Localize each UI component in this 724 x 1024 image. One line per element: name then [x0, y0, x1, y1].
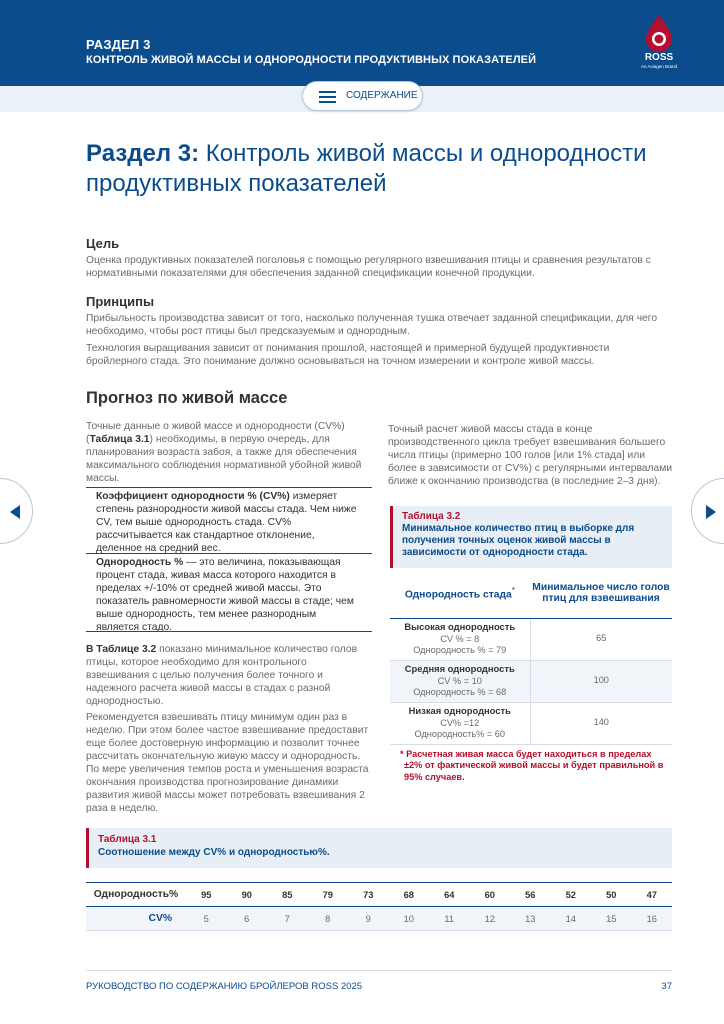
forecast-heading: Прогноз по живой массе — [86, 389, 288, 407]
cv-cell: 5 — [186, 907, 227, 931]
cv-cell: 15 — [591, 907, 632, 931]
ross-logo — [628, 14, 690, 76]
column-header-uniformity: Однородность стада* — [390, 568, 530, 618]
page-title-prefix: Раздел 3: — [86, 140, 200, 167]
arrow-right-icon — [704, 504, 718, 520]
table-3-2-number: Таблица 3.2 — [402, 511, 461, 522]
cv-row — [86, 907, 672, 931]
row-label-cv: CV% — [86, 907, 186, 931]
table-3-1-title: Соотношение между CV% и однородностью%. — [98, 847, 330, 858]
previous-page-button[interactable] — [0, 478, 33, 544]
uniformity-cell: 47 — [632, 883, 673, 907]
recommendation-paragraph: Рекомендуется взвешивать птицу минимум один раз в неделю. При этом более частое взвешивание предоставит еще более достоверную информацию и позволит точнее рассчитать окончательную живую массу и однородность. По мере увеличения темпов роста и уменьшения возраста окончания производства прогнозирование динамики развития живой массы может потребовать взвешивания 2 раза в неделю. — [86, 712, 369, 814]
menu-icon — [319, 91, 336, 103]
cv-cell: 10 — [389, 907, 430, 931]
column-header-min-birds: Минимальное число голов птиц для взвешивания — [530, 568, 672, 618]
forecast-intro: Точные данные о живой массе и однородности (CV%) (Таблица 3.1) необходимы, в первую очередь, для планирования возраста забоя, а также для обеспечения максимального соблюдения нормативной убойной живой массы. — [86, 421, 362, 484]
uniformity-cell: 95 — [186, 883, 227, 907]
definition-cv-text: измеряет степень разнородности живой массы стада. Чем ниже CV, тем выше однородность стада. CV% рассчитывается как стандартное отклонение, деленное на средний вес. — [96, 491, 357, 554]
table-3-1 — [86, 828, 672, 931]
page-header — [0, 0, 724, 86]
definition-cv-term: Коэффициент однородности % (CV%) — [96, 491, 290, 502]
table-row: Средняя однородность CV % = 10 Однородность % = 68 100 — [390, 660, 672, 702]
logo-drop-icon — [628, 14, 690, 54]
uniformity-cell: 56 — [510, 883, 551, 907]
arrow-left-icon — [8, 504, 22, 520]
table-3-2-title: Минимальное количество птиц в выборке для получения точных оценок живой массы в зависимости от однородности стада. — [402, 523, 635, 558]
row-label-uniformity: Однородность% — [86, 883, 186, 907]
table-3-2-paragraph: В Таблице 3.2 показано минимальное количество голов птицы, которое необходимо для контрольного взвешивания с целью получения более точного и надежного расчета живой массы в стадах с разной однородностью. — [86, 644, 358, 707]
table-row: Низкая однородность CV% =12 Однородность% = 60 140 — [390, 702, 672, 744]
definition-uniformity-term: Однородность % — [96, 557, 184, 568]
next-page-button[interactable] — [691, 478, 724, 544]
uniformity-row — [86, 883, 672, 907]
footer-title: РУКОВОДСТВО ПО СОДЕРЖАНИЮ БРОЙЛЕРОВ ROSS 2025 — [86, 981, 363, 992]
cv-cell: 13 — [510, 907, 551, 931]
definition-cv — [86, 487, 372, 557]
principles-paragraph-2: Технология выращивания зависит от понимания прошлой, настоящей и примерной будущей продуктивности бройлерного стада. Это понимание должно основываться на точном измерении и контроле живой массы. — [86, 343, 610, 367]
goal-text: Оценка продуктивных показателей поголовья с помощью регулярного взвешивания птицы и сравнения результатов с нормативными показателями для обеспечения заданной спецификации конечной продукции. — [86, 255, 651, 279]
table-3-2-caption — [390, 506, 672, 568]
definition-uniformity-text: — это величина, показывающая процент стада, живая масса которого находится в пределах +/-10% от средней живой массы. Это показатель равномерности живой массы в стаде; чем выше однородность, тем менее разнородным является стадо. — [96, 557, 354, 633]
uniformity-cell: 73 — [348, 883, 389, 907]
definition-uniformity — [86, 553, 372, 636]
table-3-1-number: Таблица 3.1 — [98, 834, 157, 845]
cv-cell: 9 — [348, 907, 389, 931]
table-3-1-caption — [86, 828, 672, 868]
cv-cell: 6 — [227, 907, 268, 931]
divider — [86, 631, 372, 632]
page-number: 37 — [661, 981, 672, 992]
table-row: Высокая однородность CV % = 8 Однородность % = 79 65 — [390, 618, 672, 660]
section-subtitle: КОНТРОЛЬ ЖИВОЙ МАССЫ И ОДНОРОДНОСТИ ПРОДУКТИВНЫХ ПОКАЗАТЕЛЕЙ — [86, 54, 537, 66]
cv-cell: 7 — [267, 907, 308, 931]
table-header-row — [390, 568, 672, 618]
uniformity-cell: 60 — [470, 883, 511, 907]
uniformity-cell: 68 — [389, 883, 430, 907]
table-3-1-link[interactable]: Таблица 3.1 — [89, 434, 150, 445]
logo-text: ROSS — [644, 52, 674, 63]
table-3-2-link[interactable]: В Таблице 3.2 — [86, 644, 157, 655]
uniformity-cell: 50 — [591, 883, 632, 907]
uniformity-cell: 90 — [227, 883, 268, 907]
uniformity-cell: 52 — [551, 883, 592, 907]
goal-heading: Цель — [86, 236, 120, 251]
cv-cell: 8 — [308, 907, 349, 931]
uniformity-cell: 64 — [429, 883, 470, 907]
uniformity-cell: 85 — [267, 883, 308, 907]
table-3-2-footnote: * Расчетная живая масса будет находиться в пределах ±2% от фактической живой массы и будет правильной в 95% случаев. — [400, 748, 664, 782]
logo-tagline: An Aviagen Brand — [641, 64, 677, 69]
uniformity-cell: 79 — [308, 883, 349, 907]
page-title — [86, 139, 666, 199]
table-3-2 — [390, 506, 672, 783]
contents-button[interactable] — [302, 81, 423, 111]
right-column-paragraph: Точный расчет живой массы стада в конце производственного цикла требует взвешивания большего числа птицы (примерно 100 голов [или 1% стада] или более в зависимости от CV%) с регулярными интервалами ближе к окончанию производства (в последние 2–3 дня). — [388, 424, 673, 487]
cv-cell: 14 — [551, 907, 592, 931]
contents-button-label: СОДЕРЖАНИЕ — [346, 90, 418, 101]
footer-divider — [86, 970, 672, 971]
principles-paragraph-1: Прибыльность производства зависит от того, насколько полученная тушка отвечает заданной спецификации, для чего необходимо, чтобы рост птицы был предсказуемым и однородным. — [86, 313, 658, 337]
section-label: РАЗДЕЛ 3 — [86, 37, 151, 52]
cv-cell: 16 — [632, 907, 673, 931]
principles-heading: Принципы — [86, 294, 155, 309]
page-title-text: Контроль живой массы и однородности продуктивных показателей — [86, 140, 647, 197]
cv-cell: 11 — [429, 907, 470, 931]
cv-cell: 12 — [470, 907, 511, 931]
